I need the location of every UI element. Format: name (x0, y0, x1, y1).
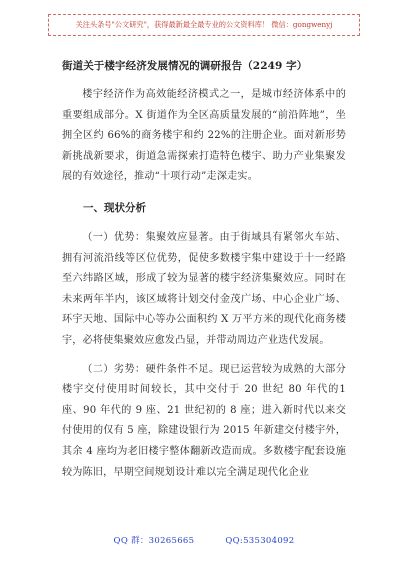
paragraph-advantage: （一）优势：集聚效应显著。由于街域具有紧邻火车站、拥有河流沿线等区位优势，促使多数楼宇集中建设于十一经路至六纬路区域，形成了较为显著的楼宇经济集聚效应。同时在未来两年半内，该区域将计划交付金茂广场、中心企业广场、环宇天地、国际中心等办公面积约 X 万平方米的现代化商务楼宇，必将使集聚效应愈发凸显，并带动周边产业迭代发展。 (62, 231, 346, 346)
paragraph-intro: 楼宇经济作为高效能经济模式之一，是城市经济体系中的重要组成部分。X 街道作为全区高质量发展的“前沿阵地”，坐拥全区约 66%的商务楼宇和约 22%的注册企业。面对新形势新挑战新要求，街道急需探索打造特色楼宇、助力产业集聚发展的有效途径，推动“十项行动”走深走实。 (62, 89, 346, 183)
footer-qq: QQ:535304092 (225, 536, 295, 546)
footer-contact (0, 534, 408, 546)
footer-qq-group: QQ 群：30265665 (113, 536, 195, 546)
header-banner: 关注头条号"公文研究"，获得最新最全最专业的公文资料库！ 微信：gongwenyj (48, 14, 360, 36)
document-body (62, 58, 346, 483)
paragraph-disadvantage: （二）劣势：硬件条件不足。现已运营较为成熟的大部分楼宇交付使用时间较长，其中交付于 20 世纪 80 年代的1 座、90 年代的 9 座、21 世纪初的 8 座；进入新时代以来交付使用的仅有 5 座，除建设银行为 2015 年新建交付楼宇外，其余 4 座均为老旧楼宇整体翻新改造而成。多数楼宇配套设施较为陈旧，早期空间规划设计难以完全满足现代化企业 (62, 363, 346, 478)
document-title: 街道关于楼宇经济发展情况的调研报告（2249 字） (62, 60, 308, 72)
section-heading: 一、现状分析 (83, 201, 146, 214)
